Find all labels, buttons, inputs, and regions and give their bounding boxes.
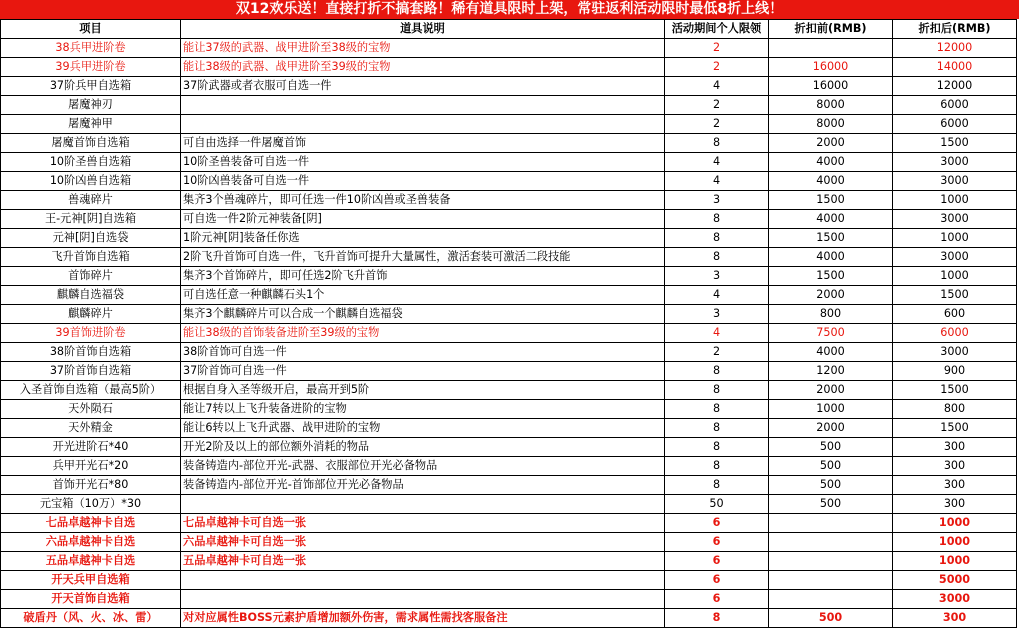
table-row [1, 172, 1017, 191]
table-row [1, 210, 1017, 229]
table-row [1, 153, 1017, 172]
item-name-cell: 破盾丹（风、火、冰、雷） [1, 609, 181, 628]
item-name-cell: 兵甲开光石*20 [1, 457, 181, 476]
item-description-cell: 对对应属性BOSS元素护盾增加额外伤害，需求属性需找客服备注 [181, 609, 665, 628]
item-limit-cell: 4 [665, 153, 769, 172]
table-row [1, 571, 1017, 590]
table-row [1, 58, 1017, 77]
item-description-cell: 根据自身入圣等级开启，最高开到5阶 [181, 381, 665, 400]
item-description-cell: 37阶武器或者衣服可自选一件 [181, 77, 665, 96]
price-before-cell: 8000 [769, 96, 893, 115]
price-before-cell: 500 [769, 438, 893, 457]
promo-banner: 双12欢乐送！直接打折不搞套路！稀有道具限时上架，常驻返利活动限时最低8折上线！ [0, 0, 1019, 19]
item-description-cell: 装备铸造内-部位开光-首饰部位开光必备物品 [181, 476, 665, 495]
item-name-cell: 五品卓越神卡自选 [1, 552, 181, 571]
item-description-cell: 能让37级的武器、战甲进阶至38级的宝物 [181, 39, 665, 58]
item-description-cell: 10阶圣兽装备可自选一件 [181, 153, 665, 172]
price-before-cell: 1500 [769, 267, 893, 286]
item-name-cell: 元宝箱（10万）*30 [1, 495, 181, 514]
item-description-cell [181, 96, 665, 115]
price-before-cell: 1200 [769, 362, 893, 381]
item-description-cell: 开光2阶及以上的部位额外消耗的物品 [181, 438, 665, 457]
price-after-cell: 3000 [893, 153, 1017, 172]
price-before-cell: 7500 [769, 324, 893, 343]
price-after-cell: 3000 [893, 343, 1017, 362]
item-name-cell: 王-元神[阴]自选箱 [1, 210, 181, 229]
item-limit-cell: 4 [665, 324, 769, 343]
price-before-cell: 800 [769, 305, 893, 324]
table-row [1, 305, 1017, 324]
item-limit-cell: 8 [665, 248, 769, 267]
item-name-cell: 飞升首饰自选箱 [1, 248, 181, 267]
item-limit-cell: 8 [665, 476, 769, 495]
item-name-cell: 开天兵甲自选箱 [1, 571, 181, 590]
price-after-cell: 3000 [893, 590, 1017, 609]
price-after-cell: 1500 [893, 419, 1017, 438]
item-description-cell [181, 590, 665, 609]
price-before-cell: 4000 [769, 248, 893, 267]
item-description-cell: 集齐3个兽魂碎片，即可任选一件10阶凶兽或圣兽装备 [181, 191, 665, 210]
price-after-cell: 3000 [893, 248, 1017, 267]
item-name-cell: 首饰开光石*80 [1, 476, 181, 495]
col-header-price-after: 折扣后(RMB) [893, 20, 1017, 39]
item-limit-cell: 8 [665, 362, 769, 381]
table-row [1, 286, 1017, 305]
price-after-cell: 1500 [893, 134, 1017, 153]
item-name-cell: 天外陨石 [1, 400, 181, 419]
item-description-cell: 能让38级的首饰装备进阶至39级的宝物 [181, 324, 665, 343]
item-limit-cell: 8 [665, 229, 769, 248]
item-description-cell: 集齐3个麒麟碎片可以合成一个麒麟自选福袋 [181, 305, 665, 324]
item-limit-cell: 8 [665, 438, 769, 457]
item-limit-cell: 3 [665, 267, 769, 286]
item-limit-cell: 3 [665, 191, 769, 210]
promo-table [0, 19, 1017, 628]
item-name-cell: 开光进阶石*40 [1, 438, 181, 457]
col-header-item: 项目 [1, 20, 181, 39]
price-before-cell: 8000 [769, 115, 893, 134]
item-description-cell: 能让38级的武器、战甲进阶至39级的宝物 [181, 58, 665, 77]
item-limit-cell: 8 [665, 210, 769, 229]
table-row [1, 609, 1017, 628]
table-row [1, 590, 1017, 609]
item-limit-cell: 8 [665, 381, 769, 400]
price-after-cell: 5000 [893, 571, 1017, 590]
item-name-cell: 39首饰进阶卷 [1, 324, 181, 343]
col-header-limit: 活动期间个人限领 [665, 20, 769, 39]
item-limit-cell: 4 [665, 286, 769, 305]
item-name-cell: 天外精金 [1, 419, 181, 438]
item-description-cell: 可自选一件2阶元神装备[阴] [181, 210, 665, 229]
item-limit-cell: 6 [665, 590, 769, 609]
item-limit-cell: 2 [665, 115, 769, 134]
col-header-description: 道具说明 [181, 20, 665, 39]
price-before-cell: 2000 [769, 134, 893, 153]
item-limit-cell: 4 [665, 77, 769, 96]
table-body [1, 39, 1017, 628]
table-row [1, 248, 1017, 267]
item-limit-cell: 2 [665, 96, 769, 115]
item-name-cell: 37阶兵甲自选箱 [1, 77, 181, 96]
price-before-cell: 2000 [769, 286, 893, 305]
item-description-cell: 六品卓越神卡可自选一张 [181, 533, 665, 552]
price-after-cell: 3000 [893, 210, 1017, 229]
item-name-cell: 首饰碎片 [1, 267, 181, 286]
price-after-cell: 1000 [893, 267, 1017, 286]
price-before-cell: 4000 [769, 153, 893, 172]
price-before-cell [769, 552, 893, 571]
item-limit-cell: 2 [665, 39, 769, 58]
item-description-cell: 七品卓越神卡可自选一张 [181, 514, 665, 533]
item-name-cell: 38阶首饰自选箱 [1, 343, 181, 362]
price-before-cell: 16000 [769, 77, 893, 96]
item-name-cell: 麒麟自选福袋 [1, 286, 181, 305]
table-row [1, 419, 1017, 438]
item-name-cell: 10阶圣兽自选箱 [1, 153, 181, 172]
price-before-cell: 500 [769, 495, 893, 514]
price-before-cell [769, 39, 893, 58]
price-after-cell: 1500 [893, 381, 1017, 400]
table-row [1, 115, 1017, 134]
table-row [1, 552, 1017, 571]
item-name-cell: 麒麟碎片 [1, 305, 181, 324]
item-description-cell: 装备铸造内-部位开光-武器、衣服部位开光必备物品 [181, 457, 665, 476]
table-row [1, 381, 1017, 400]
price-after-cell: 1000 [893, 191, 1017, 210]
item-name-cell: 元神[阴]自选袋 [1, 229, 181, 248]
item-name-cell: 入圣首饰自选箱（最高5阶） [1, 381, 181, 400]
table-header-row [1, 20, 1017, 39]
table-row [1, 457, 1017, 476]
table-row [1, 343, 1017, 362]
price-after-cell: 6000 [893, 324, 1017, 343]
table-row [1, 400, 1017, 419]
table-row [1, 229, 1017, 248]
table-row [1, 438, 1017, 457]
item-limit-cell: 6 [665, 571, 769, 590]
table-row [1, 267, 1017, 286]
price-after-cell: 900 [893, 362, 1017, 381]
price-after-cell: 300 [893, 609, 1017, 628]
table-row [1, 96, 1017, 115]
price-before-cell: 4000 [769, 343, 893, 362]
price-after-cell: 300 [893, 476, 1017, 495]
item-name-cell: 10阶凶兽自选箱 [1, 172, 181, 191]
item-limit-cell: 6 [665, 514, 769, 533]
table-row [1, 533, 1017, 552]
price-after-cell: 1000 [893, 514, 1017, 533]
price-before-cell [769, 590, 893, 609]
price-before-cell: 500 [769, 609, 893, 628]
price-after-cell: 800 [893, 400, 1017, 419]
table-row [1, 514, 1017, 533]
price-before-cell: 500 [769, 476, 893, 495]
table-row [1, 77, 1017, 96]
table-row [1, 134, 1017, 153]
item-name-cell: 屠魔首饰自选箱 [1, 134, 181, 153]
price-after-cell: 300 [893, 438, 1017, 457]
price-after-cell: 1000 [893, 552, 1017, 571]
item-limit-cell: 3 [665, 305, 769, 324]
price-after-cell: 1000 [893, 229, 1017, 248]
price-before-cell [769, 533, 893, 552]
item-limit-cell: 2 [665, 58, 769, 77]
price-before-cell: 2000 [769, 419, 893, 438]
table-row [1, 324, 1017, 343]
price-before-cell: 4000 [769, 210, 893, 229]
price-before-cell: 1000 [769, 400, 893, 419]
item-limit-cell: 6 [665, 533, 769, 552]
price-before-cell: 4000 [769, 172, 893, 191]
item-description-cell [181, 495, 665, 514]
price-after-cell: 6000 [893, 96, 1017, 115]
price-before-cell: 500 [769, 457, 893, 476]
item-name-cell: 六品卓越神卡自选 [1, 533, 181, 552]
item-description-cell [181, 571, 665, 590]
item-limit-cell: 4 [665, 172, 769, 191]
item-description-cell: 集齐3个首饰碎片，即可任选2阶飞升首饰 [181, 267, 665, 286]
item-description-cell: 37阶首饰可自选一件 [181, 362, 665, 381]
item-description-cell: 能让7转以上飞升装备进阶的宝物 [181, 400, 665, 419]
col-header-price-before: 折扣前(RMB) [769, 20, 893, 39]
item-name-cell: 38兵甲进阶卷 [1, 39, 181, 58]
item-name-cell: 39兵甲进阶卷 [1, 58, 181, 77]
item-limit-cell: 8 [665, 134, 769, 153]
price-after-cell: 300 [893, 495, 1017, 514]
item-limit-cell: 8 [665, 609, 769, 628]
item-name-cell: 屠魔神甲 [1, 115, 181, 134]
price-after-cell: 12000 [893, 77, 1017, 96]
item-limit-cell: 8 [665, 419, 769, 438]
table-row [1, 495, 1017, 514]
item-description-cell: 能让6转以上飞升武器、战甲进阶的宝物 [181, 419, 665, 438]
price-before-cell: 16000 [769, 58, 893, 77]
item-name-cell: 37阶首饰自选箱 [1, 362, 181, 381]
item-name-cell: 开天首饰自选箱 [1, 590, 181, 609]
price-before-cell [769, 514, 893, 533]
table-row [1, 476, 1017, 495]
table-row [1, 362, 1017, 381]
price-after-cell: 3000 [893, 172, 1017, 191]
item-limit-cell: 8 [665, 400, 769, 419]
price-after-cell: 12000 [893, 39, 1017, 58]
item-description-cell: 2阶飞升首饰可自选一件，飞升首饰可提升大量属性，激活套装可激活二段技能 [181, 248, 665, 267]
item-limit-cell: 50 [665, 495, 769, 514]
price-after-cell: 600 [893, 305, 1017, 324]
price-before-cell: 1500 [769, 229, 893, 248]
price-after-cell: 300 [893, 457, 1017, 476]
item-description-cell: 10阶凶兽装备可自选一件 [181, 172, 665, 191]
table-row [1, 39, 1017, 58]
item-name-cell: 七品卓越神卡自选 [1, 514, 181, 533]
item-description-cell: 可自选任意一种麒麟石头1个 [181, 286, 665, 305]
item-description-cell: 1阶元神[阴]装备任你选 [181, 229, 665, 248]
price-after-cell: 1000 [893, 533, 1017, 552]
price-before-cell: 2000 [769, 381, 893, 400]
item-description-cell: 38阶首饰可自选一件 [181, 343, 665, 362]
item-limit-cell: 6 [665, 552, 769, 571]
item-name-cell: 兽魂碎片 [1, 191, 181, 210]
price-after-cell: 6000 [893, 115, 1017, 134]
price-before-cell: 1500 [769, 191, 893, 210]
item-description-cell: 五品卓越神卡可自选一张 [181, 552, 665, 571]
item-limit-cell: 8 [665, 457, 769, 476]
item-description-cell [181, 115, 665, 134]
table-row [1, 191, 1017, 210]
item-description-cell: 可自由选择一件屠魔首饰 [181, 134, 665, 153]
price-after-cell: 14000 [893, 58, 1017, 77]
price-before-cell [769, 571, 893, 590]
price-after-cell: 1500 [893, 286, 1017, 305]
item-limit-cell: 2 [665, 343, 769, 362]
item-name-cell: 屠魔神刃 [1, 96, 181, 115]
